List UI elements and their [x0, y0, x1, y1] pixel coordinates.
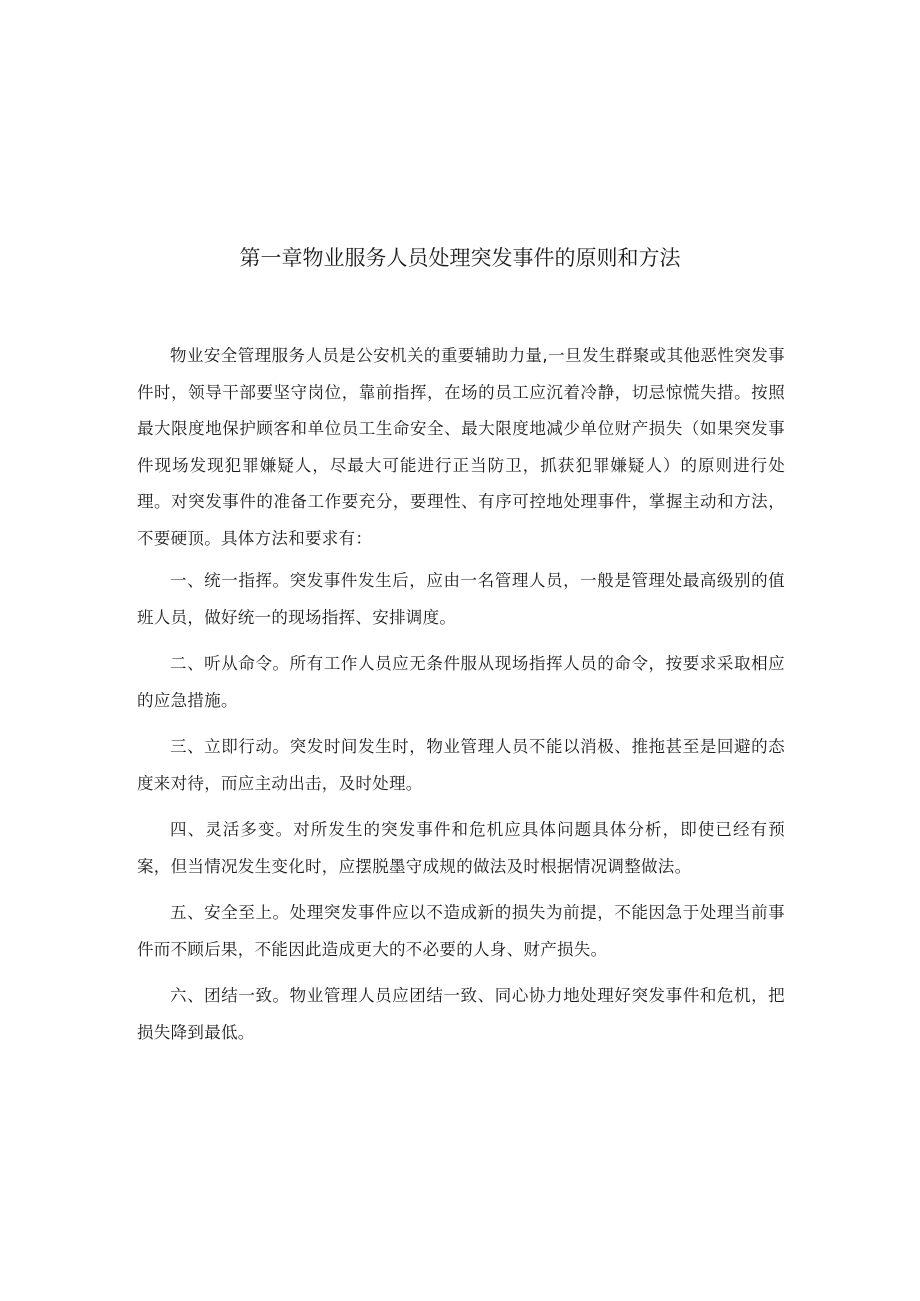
- principle-item-1: 一、统一指挥。突发事件发生后，应由一名管理人员，一般是管理处最高级别的值班人员，做好统一的现场指挥、安排调度。: [137, 571, 785, 627]
- principle-item-5: 五、安全至上。处理突发事件应以不造成新的损失为前提，不能因急于处理当前事件而不顾后果，不能因此造成更大的不必要的人身、财产损失。: [137, 903, 785, 959]
- document-body: [137, 338, 785, 1061]
- principle-item-6: 六、团结一致。物业管理人员应团结一致、同心协力地处理好突发事件和危机，把损失降到最低。: [137, 986, 785, 1042]
- principle-item-4: 四、灵活多变。对所发生的突发事件和危机应具体问题具体分析，即使已经有预案，但当情况发生变化时，应摆脱墨守成规的做法及时根据情况调整做法。: [137, 820, 785, 876]
- intro-paragraph: 物业安全管理服务人员是公安机关的重要辅助力量,一旦发生群聚或其他恶性突发事件时，领导干部要坚守岗位，靠前指挥，在场的员工应沉着冷静，切忌惊慌失措。按照最大限度地保护顾客和单位员工生命安全、最大限度地减少单位财产损失（如果突发事件现场发现犯罪嫌疑人，尽最大可能进行正当防卫，抓获犯罪嫌疑人）的原则进行处理。对突发事件的准备工作要充分，要理性、有序可控地处理事件，掌握主动和方法，不要硬顶。具体方法和要求有：: [137, 346, 785, 548]
- principle-item-3: 三、立即行动。突发时间发生时，物业管理人员不能以消极、推拖甚至是回避的态度来对待，而应主动出击，及时处理。: [137, 737, 785, 793]
- page-title: 第一章物业服务人员处理突发事件的原则和方法: [239, 246, 681, 270]
- principle-item-2: 二、听从命令。所有工作人员应无条件服从现场指挥人员的命令，按要求采取相应的应急措施。: [137, 654, 785, 710]
